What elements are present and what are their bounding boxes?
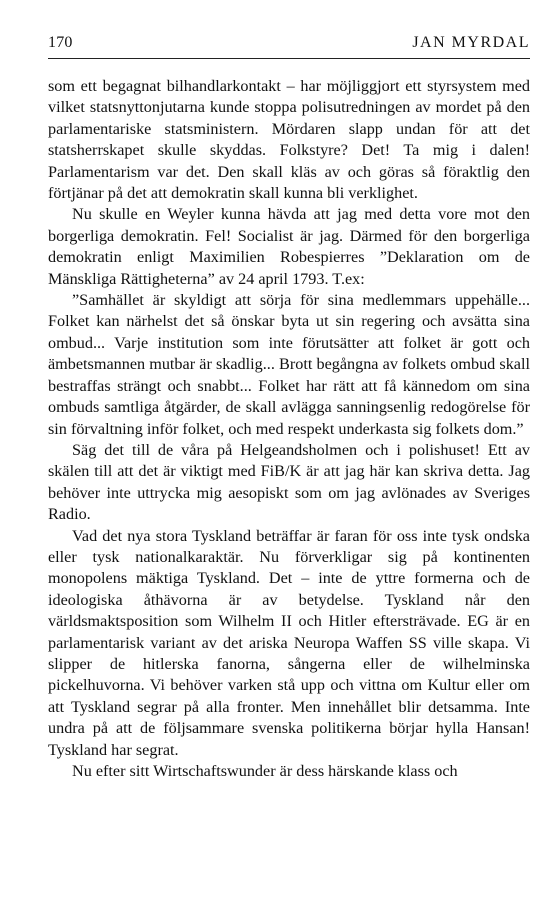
paragraph-last: Nu efter sitt Wirtschaftswunder är dess härskande klass och (72, 762, 458, 780)
paragraph-continuation: som ett begagnat bilhandlarkontakt – har möjliggjort ett styrsystem med vilket statsnyttonjutarna kunde stoppa polisutredningen av mordet på den parlamentariske statsministern. Mördaren slapp undan för att det statsherrskapet skulle skyddas. Folkstyre? Det! Ta mig i dalen! Parlamentarism var det. Den skall kläs av och göras så föraktlig den förtjänar på det att demokratin skall kunna bli verklighet. (48, 77, 530, 203)
running-header (48, 34, 530, 59)
paragraph: Nu skulle en Weyler kunna hävda att jag med detta vore mot den borgerliga demokratin. Fel! Socialist är jag. Därmed för den borgerliga demokratin enligt Maximilien Robespierres ”Deklaration om de Mänskliga Rättigheterna” av 24 april 1793. T.ex: (48, 205, 530, 288)
book-page (48, 34, 530, 782)
body-text (48, 76, 530, 782)
running-title: JAN MYRDAL (412, 34, 530, 51)
page-number: 170 (48, 34, 73, 51)
paragraph: Vad det nya stora Tyskland beträffar är faran för oss inte tysk ondska eller tysk nationalkaraktär. Nu förverkligar sig på kontinenten monopolens mäktiga Tyskland. Det – inte de yttre formerna och de ideologiska åthävorna är av betydelse. Tyskland når den världsmaktsposition som Wilhelm II och Hitler eftersträvade. EG är en parlamentarisk variant av det ariska Neuropa Waffen SS ville skapa. Vi slipper de hitlerska fanorna, sångerna eller de wilhelminska pickelhuvorna. Vi behöver varken stå upp och vittna om Kultur eller om att Tyskland segrar på alla fronter. Men innehållet blir detsamma. Inte undra på att de följsammare svenska politikerna börjar hylla Hansan! Tyskland har segrat. (48, 526, 530, 759)
block-quote-paragraph: ”Samhället är skyldigt att sörja för sina medlemmars uppehälle... Folket kan närhelst det så önskar byta ut sin regering och avsätta sina ombud... Varje institution som inte förutsätter att folket är gott och ämbetsmannen mutbar är skadlig... Brott begångna av folkets ombud skall bestraffas strängt och snabbt... Folket har rätt att få kännedom om sina ombuds samtliga åtgärder, de skall avlägga sanningsenlig redogörelse för sin förvaltning inför folket, och med respekt underkasta sig folkets dom.” (48, 291, 530, 438)
paragraph: Säg det till de våra på Helgeandsholmen och i polishuset! Ett av skälen till att det är viktigt med FiB/K är att jag här kan skriva detta. Jag behöver inte uttrycka mig aesopiskt som om jag avlönades av Sveriges Radio. (48, 440, 530, 524)
